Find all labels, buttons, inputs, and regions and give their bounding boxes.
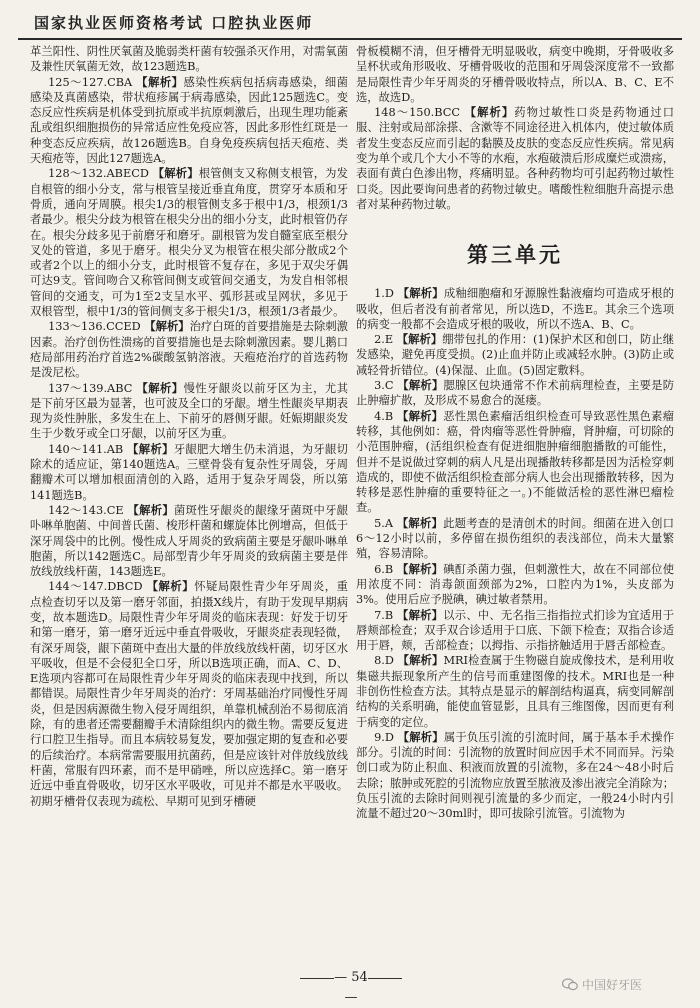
answer-id: 1.D [374,287,394,301]
analysis-tag: 【解析】 [146,579,195,594]
analysis-tag: 【解析】 [397,378,444,393]
answer-paragraph [356,286,674,332]
answer-text: 感染性疾病包括病毒感染，细菌感染及真菌感染，带状疱疹属于病毒感染，因此125题选C。变态反应性疾病是机体受到抗原或半抗原刺激后，出现生理功能紊乱或组织细胞损伤的异常适应性免疫应答，因此多形性红斑是一种变态反应疾病，故126题选B。自身免疫疾病包括天疱疮、类天疱疮等，因此127题选A。 [30,75,348,166]
answer-text: 革兰阳性、阴性厌氧菌及脆弱类杆菌有较强杀灭作用，对需氧菌及兼性厌氧菌无效，故123题选B。 [30,45,348,74]
analysis-tag: 【解析】 [136,74,184,89]
page-header [18,6,682,40]
answer-id: 128～132.ABECD [48,167,149,181]
answer-text: 绷带包扎的作用：(1)保护术区和创口，防止继发感染，避免再度受损。(2)止血并防止或减轻水肿。(3)防止或减轻骨折错位。(4)保湿、止血。(5)固定敷料。 [356,333,674,377]
answer-text: 成釉细胞瘤和牙源腺性黏液瘤均可造成牙根的吸收，但后者没有前者常见，所以选D，不选E。其余三个选项的病变一般都不会造成牙根的吸收，所以不选A、B、C。 [356,287,674,331]
answer-paragraph [30,44,348,75]
analysis-tag: 【解析】 [397,408,444,423]
answer-text: 恶性黑色素瘤活组织检查可导致恶性黑色素瘤转移，其他例如：癌，骨肉瘤等恶性骨肿瘤，肾肿瘤，可切除的小范围肿瘤，(活组织检查有促进细胞肿瘤细胞播散的可能性，但并不是说做过穿刺的病人凡是出现播散转移都是因为活检穿刺造成的，即使不做活组织检查部分病人也会出现播散转移，因为转移是恶性肿瘤的重要特征之一。)不能做活检的恶性淋巴瘤检查。 [356,409,674,515]
answer-id: 4.B [374,409,394,423]
unit-title: 第三单元 [467,243,563,268]
answer-paragraph [356,730,674,822]
answer-id: 144～147.DBCD [48,580,143,594]
answer-paragraph [356,105,674,212]
answer-paragraph [356,378,674,409]
answer-text: 菌斑性牙龈炎的龈缘牙菌斑中牙龈卟啉单胞菌、中间普氏菌、梭形杆菌和螺旋体比例增高，但低于深牙周袋中的比例。慢性成人牙周炎的致病菌主要是牙龈卟啉单胞菌，所以142题选C。局部型青少年牙周炎的致病菌主要是伴放线放线杆菌，143题选E。 [30,503,348,579]
answer-paragraph [356,332,674,378]
analysis-tag: 【解析】 [152,166,199,181]
answer-id: 133～136.CCED [48,320,141,334]
answer-id: 148～150.BCC [374,106,461,120]
answer-id: 7.B [374,608,394,622]
answer-id: 5.A [374,516,394,530]
answer-text: 以示、中、无名指三指指拉式扪诊为宜适用于唇颊部检查；双手双合诊适用于口底、下颌下检查；双指合诊适用于唇，颊，舌部检查；以拇指、示指挤触适用于唇舌部检查。 [356,608,674,653]
analysis-tag: 【解析】 [396,515,444,530]
answer-paragraph [356,516,674,562]
footer-rule-left [300,978,334,979]
answer-text: 根管侧支又称侧支根管，为发自根管的细小分支，常与根管呈接近垂直角度，贯穿牙本质和牙骨质，通向牙周膜。根尖1/3的根管侧支多于根中1/3，根颈1/3者最少。根尖分歧为根管在根尖分出的细小分支，此时根管仍存在。根尖分歧多见于前磨牙和磨牙。副根管为发自髓室底至根分叉处的管道，多见于磨牙。根尖分叉为根管在根尖部分散成2个或者2个以上的细小分支，此时根管不复存在，多见于双尖牙偶可达9支。管间吻合又称管间侧支或管间交通支，为发自相邻根管间的交通支，可为1至2支呈水平、弧形甚或呈网状，多见于双根管型，根中1/3的管间侧支多于根尖1/3，根颈1/3者最少。 [30,167,348,319]
answer-id: 137～139.ABC [48,381,133,395]
answer-id: 140～141.AB [48,442,124,456]
analysis-tag: 【解析】 [144,319,190,334]
answer-paragraph [30,442,348,503]
answer-text: MRI检查属于生物磁自旋成像技术，是利用收集磁共振现象所产生的信号而重建图像的技术。MRI也是一种非创伤性检查方法。其特点是显示的解剖结构逼真，病变同解剖结构的关系明确，能使血管显影，且具有三维图像，因而更有利于病变的定位。 [356,654,674,729]
right-column [356,44,674,944]
answer-paragraph [30,166,348,319]
analysis-tag: 【解析】 [397,607,444,622]
answer-paragraph [356,409,674,516]
answer-id: 3.C [374,379,394,393]
answer-text: 治疗白斑的首要措施是去除刺激因素。治疗创伤性溃疡的首要措施也是去除刺激因素。婴儿鹅口疮局部用药治疗首选2%碳酸氢钠溶液。天疱疮治疗的首选药物是泼尼松。 [30,320,348,380]
watermark-text: 中国好牙医 [582,978,643,992]
answer-id: 8.D [374,654,394,668]
analysis-tag: 【解析】 [397,561,444,576]
answer-paragraph [356,653,674,729]
answer-paragraph [30,75,348,167]
header-title: 国家执业医师资格考试 口腔执业医师 [34,14,314,32]
footer-rule-right [368,978,402,979]
page-number: — 54 — [334,970,368,1005]
answer-text: 慢性牙龈炎以前牙区为主，尤其是下前牙区最为显著，也可波及全口的牙龈。增生性龈炎早期表现为炎性肿胀，多发生在上、下前牙的唇侧牙龈。妊娠期龈炎发生于少数牙或全口牙龈，以前牙区为重。 [30,381,348,441]
answer-paragraph [356,562,674,608]
analysis-tag: 【解析】 [397,729,444,744]
analysis-tag: 【解析】 [136,380,184,395]
answer-id: 142～143.CE [48,503,124,517]
answer-paragraph [30,381,348,442]
answer-paragraph [30,319,348,380]
answer-text: 药物过敏性口炎是药物通过口服、注射或局部涂搽、含漱等不同途径进入机体内，使过敏体质者发生变态反应而引起的黏膜及皮肤的变态反应性疾病。常见病变为单个或几个大小不等的水疱，水疱破溃后形成糜烂或溃疡，表面有黄白色渗出物，疼痛明显。各种药物均可引起药物过敏性口炎。因此要询问患者的药物过敏史。嗜酸性粒细胞升高提示患者对某种药物过敏。 [356,106,674,211]
wechat-icon [562,978,578,994]
analysis-tag: 【解析】 [397,653,444,668]
watermark [562,976,642,994]
answer-id: 9.D [374,730,394,744]
answer-id: 125～127.CBA [48,75,133,89]
analysis-tag: 【解析】 [396,332,443,347]
analysis-tag: 【解析】 [127,441,174,456]
answer-text: 怀疑局限性青少年牙周炎，重点检查切牙以及第一磨牙邻面，拍摄X线片，有助于发现早期病变，故本题选D。局限性青少年牙周炎的临床表现：好发于切牙和第一磨牙，第一磨牙近远中垂直骨吸收，牙龈炎症表现轻微，有深牙周袋，龈下菌斑中查出大量的伴放线放线杆菌，切牙区水平吸收，但是不会侵犯全口牙，所以B选项正确，而A、C、D、E选项内容都可在局限性青少年牙周炎的临床表现中找到，所以都错误。局限性青少年牙周炎的治疗：牙周基础治疗同慢性牙周炎，但是因病源微生物入侵牙周组织，单靠机械刮治不易彻底消除，有的患者还需要翻瓣手术清除组织内的微生物。需要反复进行口腔卫生指导。而且本病较易复发，要加强定期的复查和必要的后续治疗。本病常需要服用抗菌药，但是应该针对伴放线放线杆菌，常服有四环素，而不是甲硝唑，所以应选择C。第一磨牙近远中垂直骨吸收，切牙区水平吸收，可见并不都是水平吸收。初期牙槽骨仅表现为疏松、早期可见到牙槽硬 [30,580,348,808]
answer-text: 此题考查的是清创术的时间。细菌在进入创口6～12小时以前，多停留在损伤组织的表浅部位，尚未大量繁殖，容易清除。 [356,516,674,561]
analysis-tag: 【解析】 [464,105,515,120]
answer-paragraph [356,44,674,105]
answer-id: 6.B [374,562,394,576]
answer-text: 骨板模糊不清，但牙槽骨无明显吸收，病变中晚期，牙骨吸收多呈杯状或角形吸收、牙槽骨吸收的范围和牙周袋深度常不一致都是局限性青少年牙周炎的牙槽骨吸收特点，所以A、B、C、E不选，故选D。 [356,45,674,104]
analysis-tag: 【解析】 [127,502,175,517]
answer-paragraph [30,579,348,808]
answer-paragraph [30,503,348,579]
answer-text: 牙龈肥大增生仍未消退，为牙龈切除术的适应证，第140题选A。三壁骨袋有复杂性牙周袋，牙周翻瓣术可以增加根面清创的入路，适用于复杂牙周袋，所以第141题选B。 [30,442,348,502]
answer-text: 碘酊杀菌力强，但刺激性大，故在不同部位使用浓度不同：消毒颌面颈部为2%，口腔内为1%，头皮部为3%。使用后应予脱碘，碘过敏者禁用。 [356,562,674,607]
left-column [30,44,348,944]
analysis-tag: 【解析】 [397,286,444,301]
answer-text: 属于负压引流的引流时间，属于基本手术操作部分。引流的时间：引流物的放置时间应因手术不同而异。污染创口或为防止积血、积液而放置的引流物，多在24～48小时后去除；脓肿或死腔的引流物应放置至脓液及渗出液完全消除为；负压引流的去除时间则视引流量的多少而定，一般24小时内引流量不超过20～30ml时，即可拔除引流管。引流物为 [356,730,674,821]
answer-text: 腮腺区包块通常不作术前病理检查，主要是防止肿瘤扩散，及形成不易愈合的涎瘘。 [356,379,674,408]
answer-paragraph [356,608,674,654]
answer-id: 2.E [374,333,394,347]
